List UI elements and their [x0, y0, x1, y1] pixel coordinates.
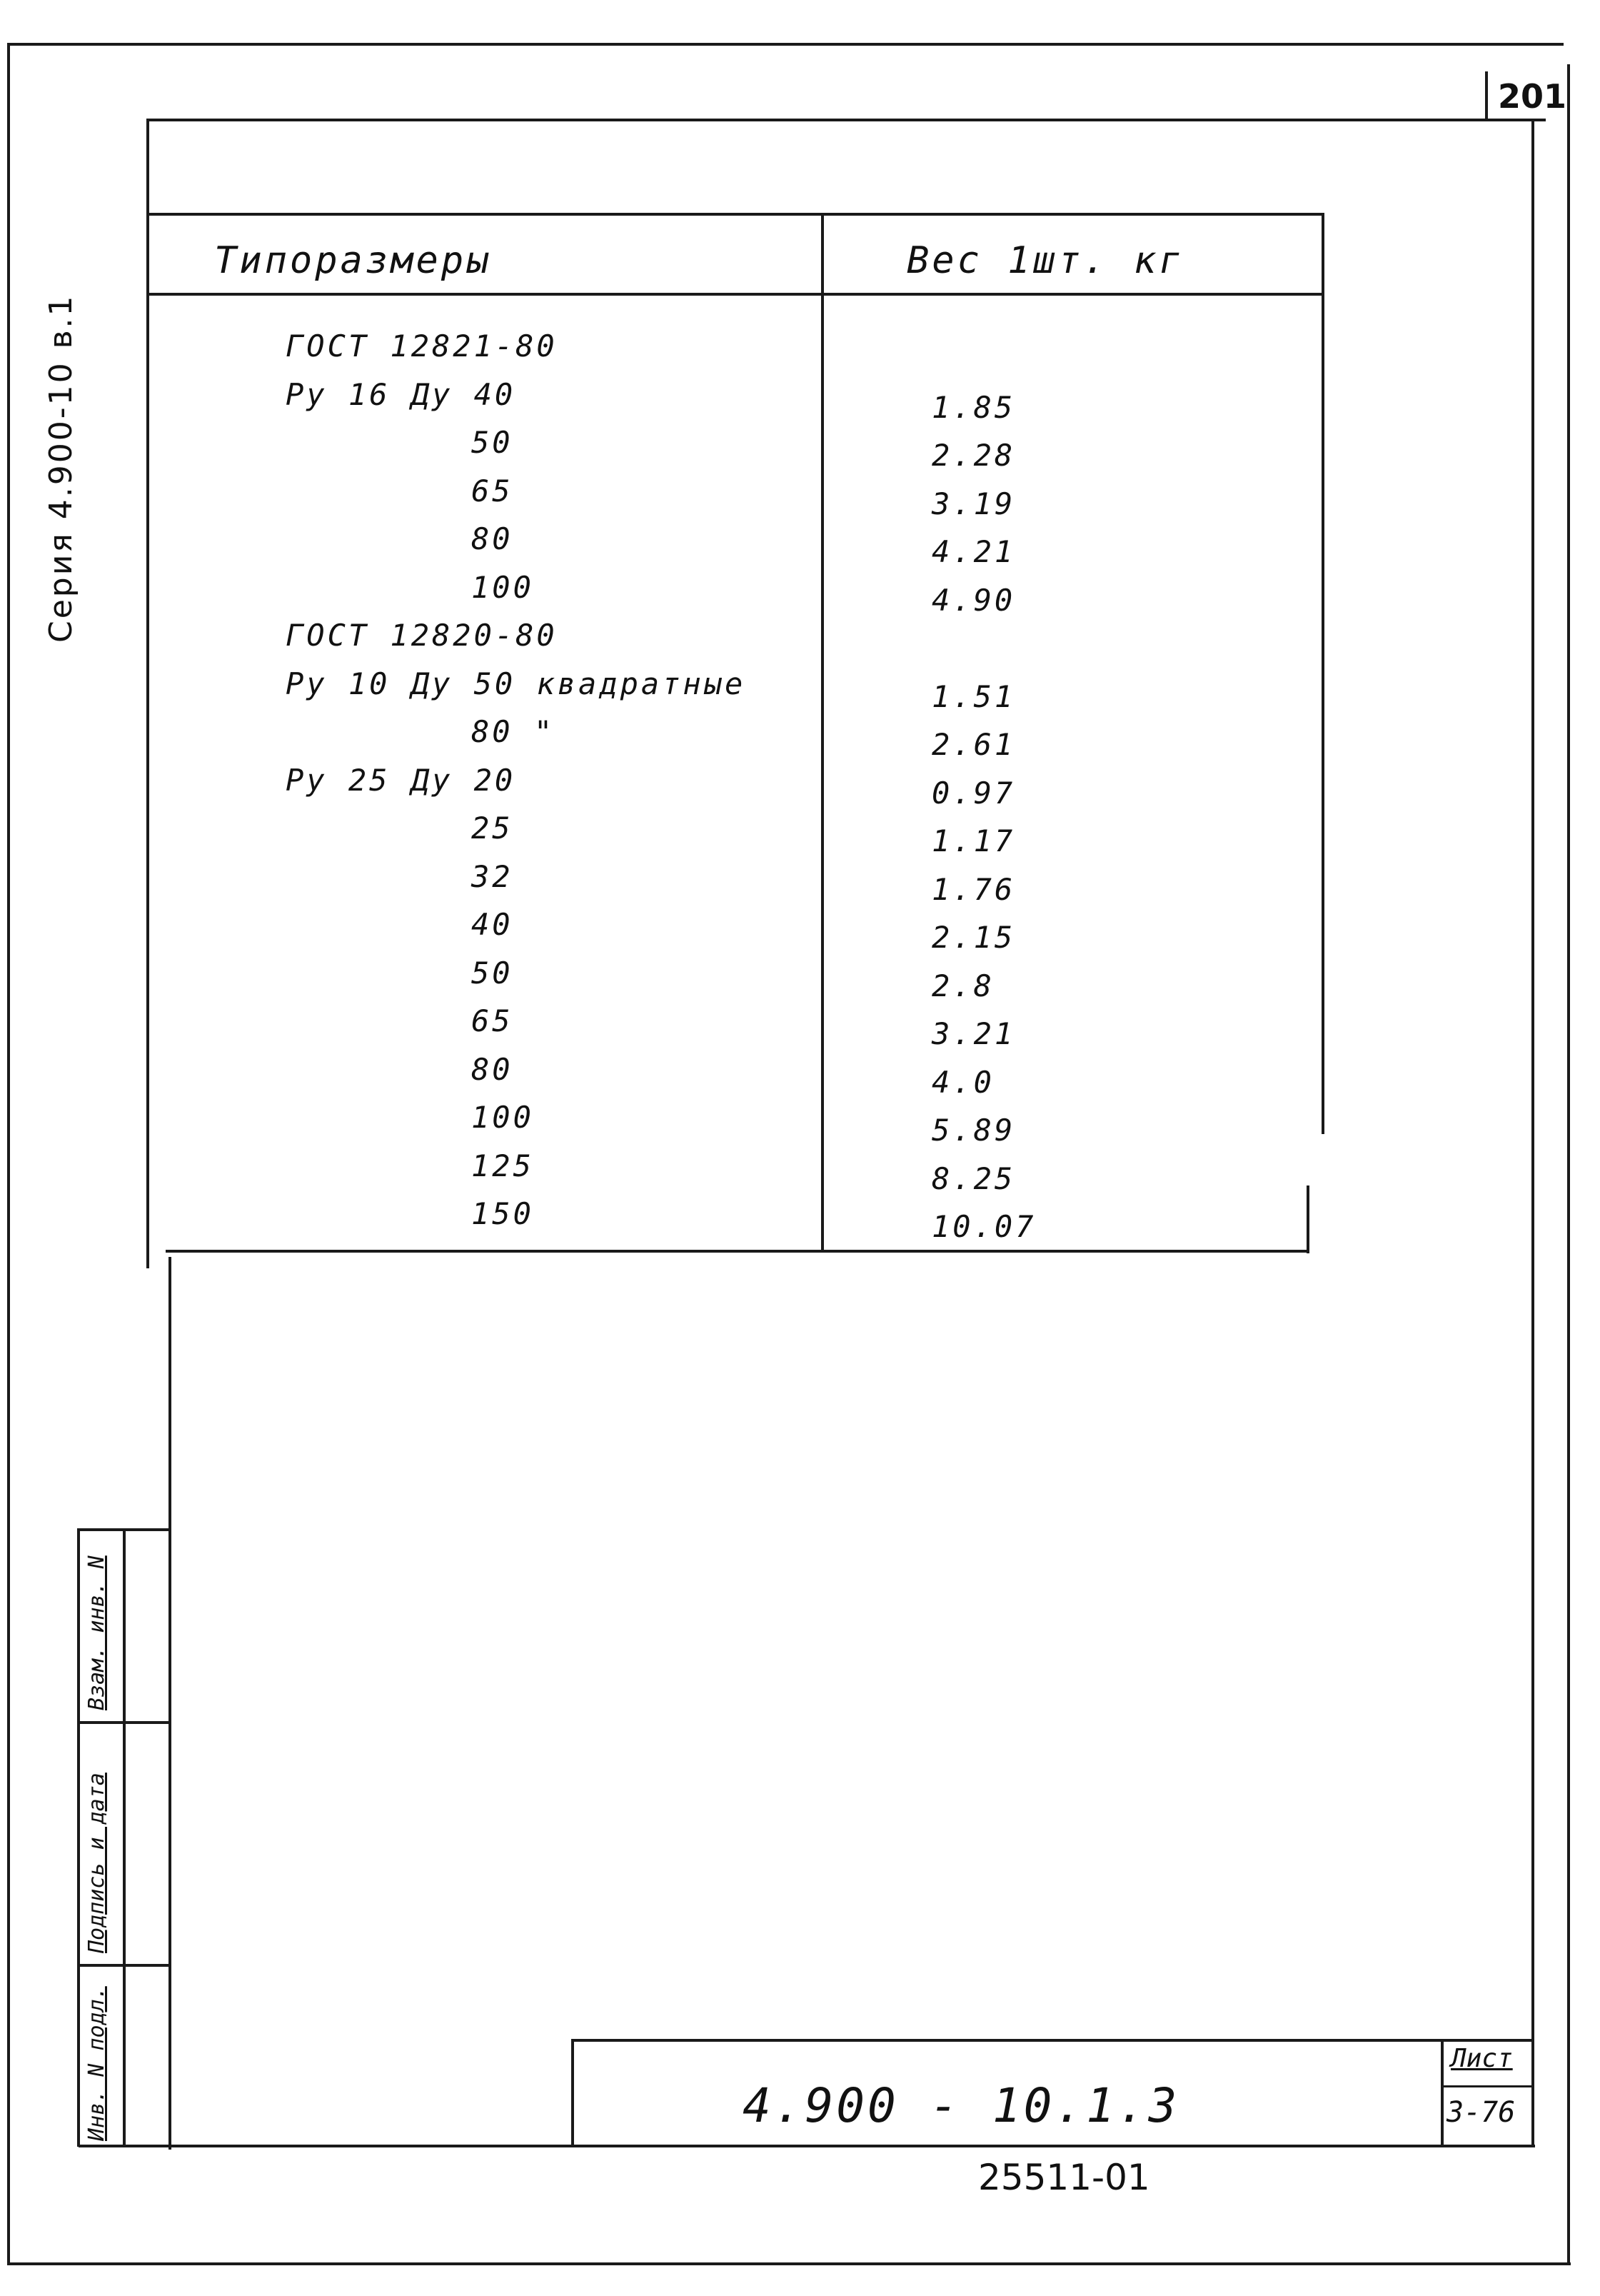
table-row-name: 80 ": [471, 714, 555, 749]
table-row-name: ГОСТ 12820-80: [286, 618, 558, 653]
inner-frame-top: [146, 119, 1546, 121]
inner-frame-left: [146, 119, 149, 1268]
table-right-line: [1322, 213, 1324, 1134]
table-bottom-line: [166, 1250, 1308, 1253]
sheet-box-left: [1485, 71, 1488, 121]
table-row-weight: 2.15: [932, 920, 1016, 955]
table-row-weight: 1.85: [932, 389, 1016, 425]
table-row-weight: 4.90: [932, 582, 1016, 618]
table-row-weight: 5.89: [932, 1113, 1016, 1148]
table-row-name: 80: [471, 521, 513, 556]
stamp-mid-line: [123, 1528, 126, 2147]
outer-frame-top: [7, 43, 1564, 46]
inner-frame-bottom: [79, 2145, 1535, 2147]
table-row-name: ГОСТ 12821-80: [286, 329, 558, 364]
inner-frame-right: [1531, 119, 1534, 2147]
table-row-name: 100: [471, 569, 534, 605]
table-row-name: 40: [471, 907, 513, 942]
table-row-weight: 1.17: [932, 823, 1016, 858]
stamp-divider-2: [77, 1964, 170, 1967]
stamp-inv-podl: Инв. N подл.: [84, 1986, 109, 2141]
outer-frame-bottom: [7, 2262, 1571, 2265]
sheet-number: 201: [1498, 77, 1567, 116]
table-row-weight: 0.97: [932, 775, 1016, 811]
table-row-name: 65: [471, 473, 513, 508]
title-block-list-divider: [1441, 2039, 1444, 2146]
stamp-divider-1: [77, 1721, 170, 1724]
title-block-top: [571, 2039, 1531, 2042]
table-row-weight: 8.25: [932, 1160, 1016, 1196]
table-row-name: Ру 16 Ду 40: [286, 376, 516, 412]
table-row-name: Ру 10 Ду 50 квадратные: [286, 666, 746, 701]
table-row-weight: 1.76: [932, 871, 1016, 907]
table-row-weight: 2.8: [932, 968, 995, 1003]
stamp-left-line: [77, 1528, 80, 2147]
header-type-sizes: Типоразмеры: [214, 239, 492, 282]
table-row-name: 25: [471, 811, 513, 846]
table-row-name: Ру 25 Ду 20: [286, 762, 516, 798]
title-block-list-line: [1441, 2085, 1534, 2087]
table-row-name: 50: [471, 425, 513, 460]
stamp-vzam-inv: Взам. инв. N: [84, 1555, 109, 1710]
table-row-name: 65: [471, 1003, 513, 1038]
stamp-podpis-data: Подпись и дата: [84, 1773, 109, 1953]
table-row-weight: 2.28: [932, 438, 1016, 473]
table-row-weight: 3.19: [932, 486, 1016, 521]
table-row-weight: 2.61: [932, 727, 1016, 762]
bottom-code: 25511-01: [978, 2157, 1150, 2198]
title-block-left: [571, 2039, 574, 2146]
table-row-name: 32: [471, 858, 513, 894]
outer-frame-left: [7, 43, 10, 2264]
table-column-divider: [821, 213, 824, 1252]
list-label: Лист: [1451, 2044, 1513, 2073]
table-top-line: [146, 213, 1324, 216]
table-row-name: 150: [471, 1196, 534, 1231]
list-value: 3-76: [1446, 2096, 1516, 2129]
stamp-top-line: [77, 1528, 170, 1531]
table-row-weight: 4.21: [932, 534, 1016, 569]
table-right-line-lower: [1307, 1185, 1309, 1253]
table-header-line: [146, 293, 1324, 296]
document-designation: 4.900 - 10.1.3: [743, 2078, 1180, 2133]
series-label: Серия 4.900-10 в.1: [43, 294, 79, 643]
table-row-name: 80: [471, 1051, 513, 1087]
outer-frame-right: [1567, 64, 1570, 2264]
table-row-weight: 4.0: [932, 1064, 995, 1100]
table-row-weight: 3.21: [932, 1016, 1016, 1051]
table-row-name: 50: [471, 955, 513, 991]
table-row-name: 100: [471, 1100, 534, 1135]
table-row-weight: 10.07: [932, 1209, 1037, 1244]
table-row-weight: 1.51: [932, 678, 1016, 714]
header-unit-weight: Вес 1шт. кг: [907, 239, 1184, 282]
table-row-name: 125: [471, 1148, 534, 1183]
inner-frame-left-lower: [168, 1257, 171, 2150]
